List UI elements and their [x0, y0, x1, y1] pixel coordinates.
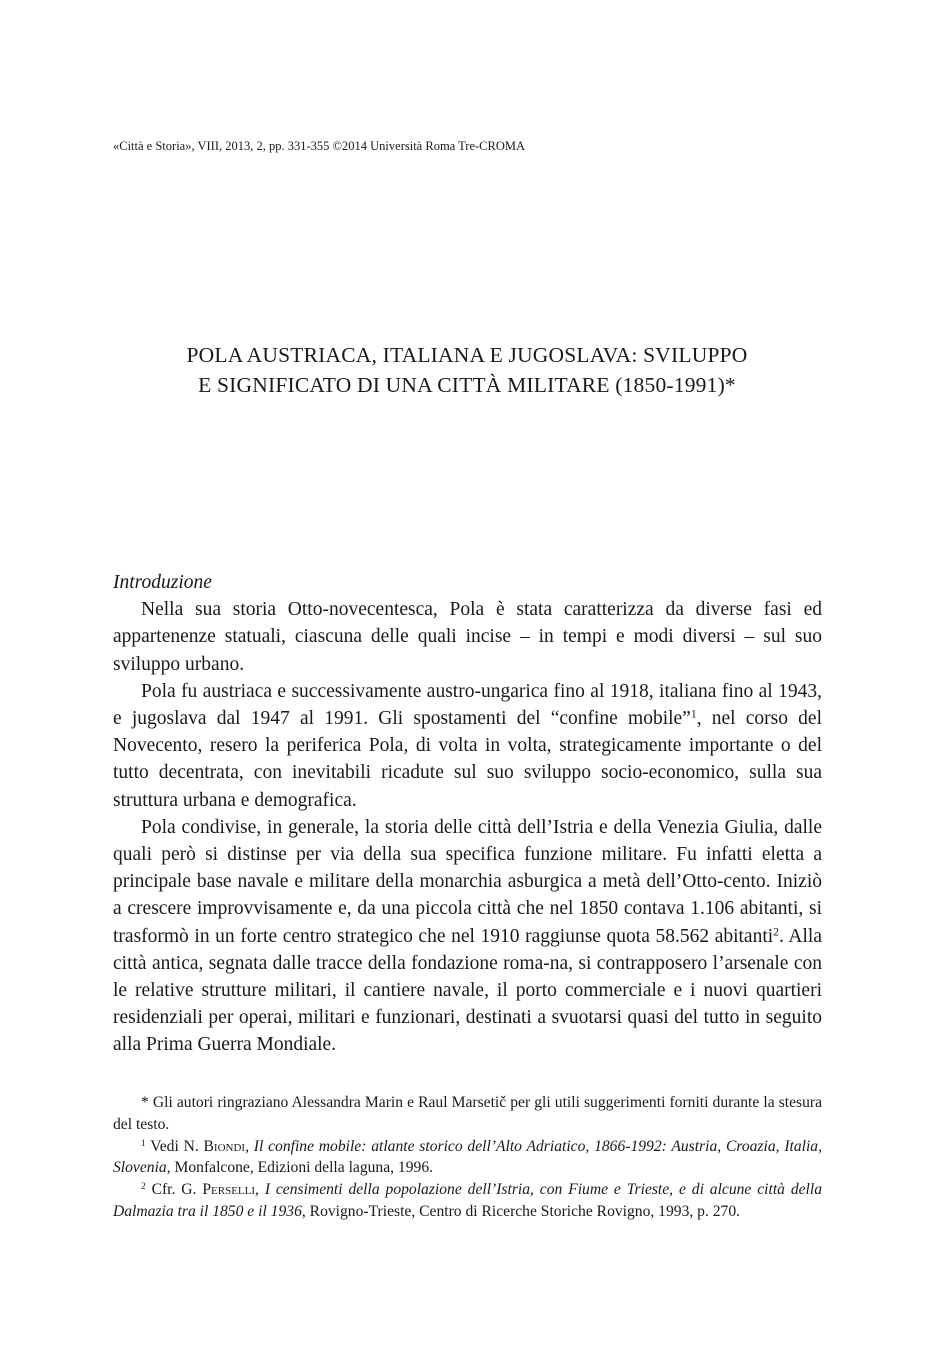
footnote-1-rest: , Monfalcone, Edizioni della laguna, 1996.	[166, 1159, 434, 1177]
footnote-2-rest: , Rovigno-Trieste, Centro di Ricerche Storiche Rovigno, 1993, p. 270.	[301, 1202, 741, 1220]
title-line-1: POLA AUSTRIACA, ITALIANA E JUGOSLAVA: SVILUPPO	[186, 343, 748, 367]
title-line-2: E SIGNIFICATO DI UNA CITTÀ MILITARE (1850-1991)*	[198, 373, 736, 397]
section-heading: Introduzione	[113, 572, 212, 593]
footnote-1-mark: 1	[141, 1138, 146, 1149]
footnote-2-mark: 2	[141, 1182, 146, 1193]
footnote-2-author: Perselli	[202, 1181, 256, 1199]
article-body	[113, 569, 822, 1059]
footnote-1-author: Biondi	[203, 1137, 246, 1155]
paragraph-3-text-b: . Alla città antica, segnata dalle tracce della fondazione roma-na, si contrapposero l’arsenale con le relative strutture militari, il cantiere navale, il porto commerciale e i nuovi quartieri residenziali per operai, militari e funzionari, destinati a svuotarsi quasi del tutto in seguito alla Prima Guerra Mondiale.	[113, 925, 822, 1056]
paragraph-3-text-a: Pola condivise, in generale, la storia delle città dell’Istria e della Venezia Giulia, dalle quali però si distinse per via della sua specifica funzione militare. Fu infatti eletta a principale base navale e militare della monarchia asburgica a metà dell’Otto-cento. Iniziò a crescere improvvisamente e, da una piccola città che nel 1850 contava 1.106 abitanti, si trasformò in un forte centro strategico che nel 1910 raggiunse quota 58.562 abitanti	[113, 816, 822, 947]
paragraph-2-text-b: , nel corso del Novecento, resero la periferica Pola, di volta in volta, strategicamente importante o del tutto decentrata, con inevitabili ricadute sul suo sviluppo socio-economico, sulla sua struttura urbana e demografica.	[113, 708, 822, 811]
footnote-1-sep: ,	[245, 1137, 254, 1155]
footnote-2	[113, 1179, 822, 1223]
footnote-1-title: Il confine mobile: atlante storico dell’Alto Adriatico, 1866-1992: Austria, Croazia, Italia, Slovenia	[113, 1137, 822, 1177]
footnote-1-pre: Vedi N.	[150, 1137, 204, 1155]
footnote-2-title: I censimenti della popolazione dell’Istria, con Fiume e Trieste, e di alcune città della Dalmazia tra il 1850 e il 1936	[113, 1181, 823, 1220]
footnote-2-pre: Cfr. G.	[151, 1181, 203, 1199]
paragraph-1: Nella sua storia Otto-novecentesca, Pola è stata caratterizza da diverse fasi ed appartenenze statuali, ciascuna delle quali incise – in tempi e modi diversi – sul suo sviluppo urbano.	[113, 599, 822, 675]
paragraph-2	[113, 678, 822, 814]
footnote-ref-1: 1	[690, 707, 697, 721]
paragraph-2-text-a: Pola fu austriaca e successivamente austro-ungarica fino al 1918, italiana fino al 1943, e jugoslava dal 1947 al 1991. Gli spostamenti del “confine mobile”	[113, 680, 822, 730]
paragraph-3	[113, 814, 822, 1059]
footnote-star: * Gli autori ringraziano Alessandra Marin e Raul Marsetič per gli utili suggerimenti forniti durante la stesura del testo.	[113, 1094, 822, 1133]
article-title	[113, 340, 821, 400]
running-header: «Città e Storia», VIII, 2013, 2, pp. 331-355 ©2014 Università Roma Tre-CROMA	[113, 139, 526, 153]
footnote-ref-2: 2	[773, 925, 780, 939]
footnote-2-sep: ,	[255, 1181, 265, 1199]
footnotes	[113, 1092, 822, 1223]
footnote-1	[113, 1136, 822, 1180]
